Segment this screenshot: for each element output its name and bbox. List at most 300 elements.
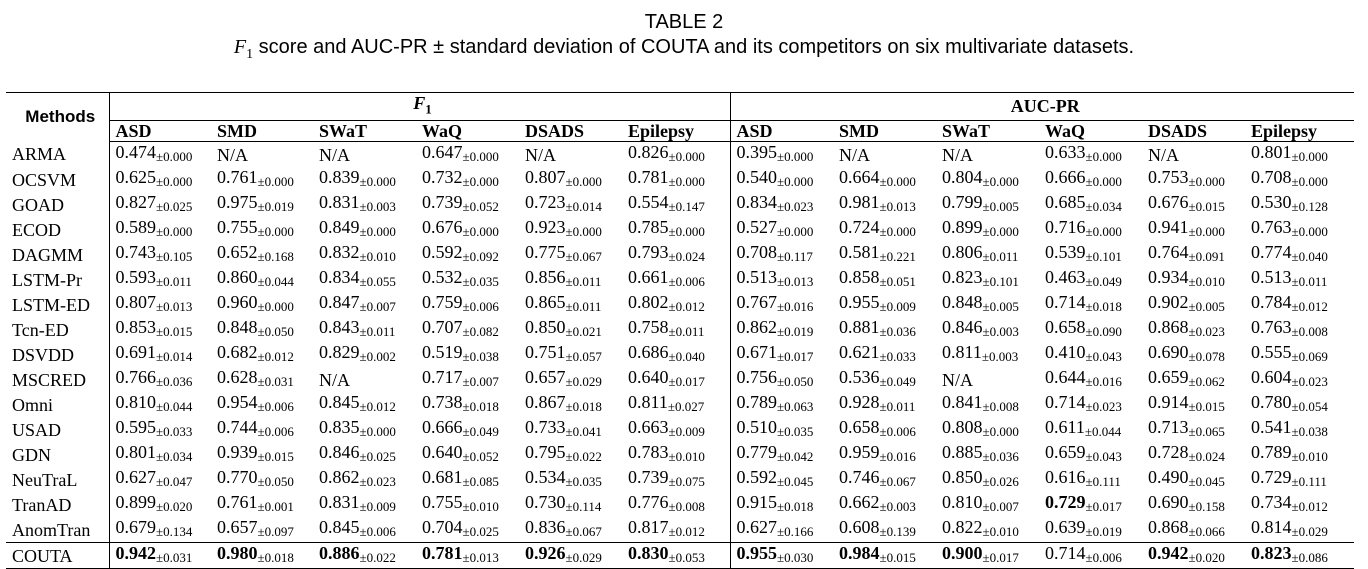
cell-aucpr-swat: [936, 467, 1039, 492]
cell-value: 0.807: [525, 167, 566, 188]
cell-f1-asd: [109, 517, 211, 543]
cell-f1-waq: [416, 242, 519, 267]
cell-aucpr-epilepsy: [1245, 367, 1354, 392]
cell-aucpr-dsads: [1142, 517, 1245, 543]
cell-std: ±0.010: [462, 499, 499, 515]
cell-f1-epilepsy: [622, 192, 730, 217]
cell-std: ±0.101: [982, 274, 1019, 290]
cell-value: 0.679: [115, 517, 156, 538]
cell-f1-smd: [211, 267, 313, 292]
cell-value: 0.827: [115, 192, 156, 213]
cell-aucpr-asd: [730, 467, 833, 492]
cell-f1-swat: [313, 192, 416, 217]
cell-aucpr-asd: [730, 317, 833, 342]
cell-std: ±0.003: [981, 349, 1019, 365]
cell-f1-swat: [313, 492, 416, 517]
cell-aucpr-waq: [1039, 267, 1142, 292]
cell-std: ±0.011: [1291, 274, 1328, 290]
cell-aucpr-asd: [730, 517, 833, 543]
cell-value: 0.941: [1148, 217, 1189, 238]
cell-aucpr-epilepsy: [1245, 242, 1354, 267]
cell-std: ±0.049: [462, 424, 499, 440]
cell-aucpr-swat: [936, 543, 1039, 569]
cell-value: 0.592: [422, 242, 463, 263]
cell-aucpr-dsads: [1142, 417, 1245, 442]
table-row: [6, 192, 1354, 217]
cell-value: 0.881: [839, 317, 880, 338]
cell-std: ±0.158: [1188, 499, 1225, 515]
cell-std: ±0.000: [1291, 149, 1328, 165]
cell-value: 0.682: [217, 342, 258, 363]
cell-std: ±0.008: [668, 499, 705, 515]
cell-std: ±0.012: [668, 299, 705, 315]
cell-std: ±0.038: [462, 349, 499, 365]
cell-value: 0.789: [736, 392, 778, 413]
cell-std: ±0.000: [668, 224, 705, 240]
cell-std: ±0.052: [462, 449, 499, 465]
cell-std: ±0.031: [257, 374, 294, 390]
cell-value: 0.595: [115, 417, 156, 438]
cell-value: 0.808: [942, 417, 983, 438]
cell-aucpr-smd: [833, 217, 936, 242]
cell-std: ±0.168: [257, 249, 294, 265]
cell-std: ±0.012: [257, 349, 294, 365]
cell-std: ±0.000: [668, 174, 705, 190]
cell-value: 0.644: [1045, 367, 1086, 388]
cell-value: 0.779: [736, 442, 778, 463]
cell-value: 0.770: [217, 467, 258, 488]
cell-value: 0.611: [1045, 417, 1085, 438]
cell-value: 0.781: [422, 543, 463, 564]
method-name: DSVDD: [6, 342, 109, 367]
cell-std: ±0.007: [982, 499, 1019, 515]
cell-value: 0.666: [1045, 167, 1086, 188]
cell-value: 0.799: [942, 192, 983, 213]
cell-value: 0.834: [736, 192, 778, 213]
cell-std: ±0.000: [1291, 224, 1328, 240]
cell-std: ±0.033: [156, 424, 193, 440]
cell-std: ±0.066: [1188, 524, 1225, 540]
cell-std: ±0.025: [156, 199, 193, 215]
cell-f1-dsads: [519, 142, 622, 168]
cell-std: ±0.025: [462, 524, 499, 540]
cell-std: ±0.044: [156, 399, 193, 415]
cell-std: ±0.023: [1188, 324, 1225, 340]
cell-f1-epilepsy: [622, 367, 730, 392]
cell-f1-smd: [211, 217, 313, 242]
f1-group-header: $F_1$: [109, 93, 730, 121]
cell-std: ±0.000: [257, 299, 294, 315]
cell-f1-dsads: [519, 292, 622, 317]
cell-aucpr-waq: [1039, 442, 1142, 467]
table-row: [6, 492, 1354, 517]
cell-std: ±0.147: [668, 199, 705, 215]
cell-aucpr-asd: [730, 543, 833, 569]
cell-std: ±0.067: [565, 524, 602, 540]
cell-f1-swat: [313, 417, 416, 442]
cell-std: ±0.006: [462, 299, 499, 315]
cell-f1-epilepsy: [622, 242, 730, 267]
cell-f1-waq: [416, 217, 519, 242]
cell-aucpr-epilepsy: [1245, 267, 1354, 292]
cell-std: ±0.000: [1085, 149, 1122, 165]
cell-std: ±0.006: [668, 274, 705, 290]
cell-value: 0.831: [319, 192, 360, 213]
cell-value: 0.801: [115, 442, 156, 463]
cell-f1-epilepsy: [622, 167, 730, 192]
cell-value: 0.746: [839, 467, 880, 488]
cell-value: 0.862: [736, 317, 778, 338]
cell-std: ±0.062: [1188, 374, 1225, 390]
cell-std: ±0.003: [879, 499, 916, 515]
cell-value: 0.743: [115, 242, 156, 263]
cell-value: 0.928: [839, 392, 880, 413]
cell-f1-swat: [313, 292, 416, 317]
cell-aucpr-waq: [1039, 392, 1142, 417]
cell-f1-epilepsy: [622, 142, 730, 168]
cell-value: 0.868: [1148, 517, 1189, 538]
cell-value: 0.753: [1148, 167, 1189, 188]
cell-value: 0.657: [525, 367, 566, 388]
cell-value: 0.707: [422, 317, 463, 338]
table-row: [6, 217, 1354, 242]
cell-aucpr-swat: [936, 217, 1039, 242]
cell-std: ±0.011: [156, 274, 192, 290]
cell-std: ±0.057: [565, 349, 602, 365]
cell-value: 0.761: [217, 492, 258, 513]
cell-std: ±0.075: [668, 474, 705, 490]
cell-value: 0.704: [422, 517, 463, 538]
cell-f1-waq: [416, 517, 519, 543]
cell-value: N/A: [319, 369, 350, 390]
cell-std: ±0.092: [462, 249, 499, 265]
cell-std: ±0.038: [1291, 424, 1328, 440]
cell-value: 0.717: [422, 367, 463, 388]
cell-std: ±0.002: [359, 349, 396, 365]
cell-std: ±0.013: [156, 299, 193, 315]
dataset-header-aucpr-swat: SWaT: [936, 120, 1039, 142]
cell-value: 0.984: [839, 543, 880, 564]
method-name: OCSVM: [6, 167, 109, 192]
dataset-header-f1-swat: SWaT: [313, 120, 416, 142]
cell-value: 0.739: [628, 467, 669, 488]
cell-aucpr-epilepsy: [1245, 467, 1354, 492]
cell-std: ±0.011: [982, 249, 1019, 265]
method-name: AnomTran: [6, 517, 109, 543]
cell-value: 0.625: [115, 167, 156, 188]
cell-value: 0.810: [942, 492, 983, 513]
cell-std: ±0.000: [359, 174, 396, 190]
cell-value: 0.527: [736, 217, 778, 238]
cell-aucpr-dsads: [1142, 317, 1245, 342]
cell-value: 0.767: [736, 292, 778, 313]
cell-std: ±0.006: [257, 399, 294, 415]
cell-value: 0.755: [217, 217, 258, 238]
cell-std: ±0.011: [668, 324, 705, 340]
cell-value: 0.848: [217, 317, 258, 338]
cell-f1-dsads: [519, 417, 622, 442]
cell-value: 0.714: [1045, 292, 1086, 313]
cell-f1-dsads: [519, 392, 622, 417]
cell-std: ±0.139: [879, 524, 916, 540]
cell-f1-swat: [313, 342, 416, 367]
cell-aucpr-swat: [936, 292, 1039, 317]
dataset-header-aucpr-dsads: DSADS: [1142, 120, 1245, 142]
cell-std: ±0.019: [257, 199, 294, 215]
cell-std: ±0.029: [1291, 524, 1328, 540]
cell-std: ±0.000: [1188, 224, 1225, 240]
cell-aucpr-epilepsy: [1245, 317, 1354, 342]
cell-value: 0.939: [217, 442, 258, 463]
cell-std: ±0.036: [879, 324, 916, 340]
cell-value: 0.463: [1045, 267, 1086, 288]
cell-value: 0.980: [217, 543, 258, 564]
cell-std: ±0.013: [777, 274, 814, 290]
cell-aucpr-smd: [833, 467, 936, 492]
cell-value: 0.647: [422, 142, 463, 163]
cell-std: ±0.018: [777, 499, 814, 515]
cell-std: ±0.111: [1291, 474, 1327, 490]
cell-std: ±0.049: [879, 374, 916, 390]
cell-f1-swat: [313, 142, 416, 168]
cell-std: ±0.003: [359, 199, 396, 215]
cell-aucpr-dsads: [1142, 217, 1245, 242]
cell-f1-smd: [211, 142, 313, 168]
cell-f1-waq: [416, 392, 519, 417]
cell-value: 0.659: [1045, 442, 1086, 463]
cell-value: 0.776: [628, 492, 669, 513]
cell-value: 0.793: [628, 242, 669, 263]
cell-aucpr-dsads: [1142, 442, 1245, 467]
cell-f1-waq: [416, 142, 519, 168]
cell-std: ±0.034: [1085, 199, 1122, 215]
cell-value: 0.926: [525, 543, 566, 564]
cell-value: 0.900: [942, 543, 983, 564]
cell-value: 0.627: [115, 467, 156, 488]
cell-std: ±0.015: [156, 324, 193, 340]
cell-value: 0.868: [1148, 317, 1189, 338]
cell-value: 0.729: [1251, 467, 1292, 488]
cell-value: 0.593: [115, 267, 156, 288]
cell-aucpr-swat: [936, 242, 1039, 267]
cell-f1-asd: [109, 142, 211, 168]
cell-value: 0.658: [839, 417, 880, 438]
cell-value: 0.865: [525, 292, 566, 313]
cell-std: ±0.040: [1291, 249, 1328, 265]
cell-std: ±0.050: [257, 324, 294, 340]
cell-value: 0.856: [525, 267, 566, 288]
cell-std: ±0.000: [156, 174, 193, 190]
cell-aucpr-asd: [730, 217, 833, 242]
cell-std: ±0.000: [777, 174, 814, 190]
cell-std: ±0.011: [565, 274, 602, 290]
cell-std: ±0.009: [668, 424, 705, 440]
cell-std: ±0.000: [156, 149, 193, 165]
cell-std: ±0.105: [156, 249, 193, 265]
cell-value: 0.981: [839, 192, 880, 213]
cell-value: 0.671: [736, 342, 778, 363]
cell-f1-dsads: [519, 342, 622, 367]
cell-value: 0.867: [525, 392, 566, 413]
cell-std: ±0.000: [462, 174, 499, 190]
cell-std: ±0.000: [359, 424, 396, 440]
cell-std: ±0.221: [879, 249, 916, 265]
cell-value: 0.836: [525, 517, 566, 538]
cell-aucpr-smd: [833, 417, 936, 442]
cell-f1-swat: [313, 392, 416, 417]
cell-std: ±0.128: [1291, 199, 1328, 215]
cell-value: 0.960: [217, 292, 258, 313]
method-name: GOAD: [6, 192, 109, 217]
cell-value: 0.490: [1148, 467, 1189, 488]
cell-f1-swat: [313, 167, 416, 192]
cell-value: 0.795: [525, 442, 566, 463]
cell-value: 0.534: [525, 467, 566, 488]
cell-aucpr-swat: [936, 167, 1039, 192]
cell-f1-smd: [211, 342, 313, 367]
cell-aucpr-epilepsy: [1245, 167, 1354, 192]
cell-std: ±0.015: [879, 550, 916, 566]
cell-value: 0.519: [422, 342, 463, 363]
cell-value: 0.846: [942, 317, 983, 338]
cell-value: 0.690: [1148, 492, 1189, 513]
cell-value: N/A: [942, 369, 974, 390]
cell-std: ±0.101: [1085, 249, 1122, 265]
cell-std: ±0.011: [565, 299, 602, 315]
cell-value: 0.685: [1045, 192, 1086, 213]
method-name: MSCRED: [6, 367, 109, 392]
dataset-header-f1-asd: ASD: [109, 120, 211, 142]
cell-aucpr-smd: [833, 242, 936, 267]
cell-value: 0.738: [422, 392, 463, 413]
cell-std: ±0.000: [982, 174, 1019, 190]
cell-aucpr-asd: [730, 492, 833, 517]
cell-value: 0.691: [115, 342, 156, 363]
cell-value: 0.652: [217, 242, 258, 263]
cell-f1-epilepsy: [622, 492, 730, 517]
cell-f1-dsads: [519, 217, 622, 242]
method-name: LSTM-Pr: [6, 267, 109, 292]
cell-f1-dsads: [519, 267, 622, 292]
cell-aucpr-asd: [730, 417, 833, 442]
cell-f1-asd: [109, 492, 211, 517]
cell-std: ±0.036: [982, 449, 1019, 465]
method-name: USAD: [6, 417, 109, 442]
cell-aucpr-epilepsy: [1245, 417, 1354, 442]
cell-f1-waq: [416, 317, 519, 342]
cell-aucpr-smd: [833, 142, 936, 168]
cell-std: ±0.029: [565, 550, 602, 566]
table-row: [6, 392, 1354, 417]
cell-value: 0.775: [525, 242, 566, 263]
cell-value: 0.708: [736, 242, 778, 263]
cell-value: 0.802: [628, 292, 669, 313]
cell-std: ±0.030: [777, 550, 814, 566]
cell-f1-smd: [211, 242, 313, 267]
cell-value: 0.616: [1045, 467, 1086, 488]
cell-std: ±0.017: [777, 349, 814, 365]
cell-std: ±0.005: [982, 199, 1019, 215]
cell-std: ±0.023: [1291, 374, 1328, 390]
cell-std: ±0.166: [777, 524, 814, 540]
cell-value: 0.539: [1045, 242, 1086, 263]
cell-aucpr-waq: [1039, 142, 1142, 168]
cell-value: 0.474: [115, 142, 156, 163]
cell-aucpr-smd: [833, 367, 936, 392]
cell-value: 0.849: [319, 217, 360, 238]
cell-f1-swat: [313, 467, 416, 492]
cell-f1-smd: [211, 292, 313, 317]
cell-aucpr-asd: [730, 242, 833, 267]
cell-f1-asd: [109, 342, 211, 367]
cell-value: 0.627: [736, 517, 778, 538]
cell-value: 0.850: [942, 467, 983, 488]
cell-std: ±0.016: [777, 299, 814, 315]
method-name: ECOD: [6, 217, 109, 242]
cell-std: ±0.006: [359, 524, 396, 540]
cell-f1-smd: [211, 492, 313, 517]
cell-aucpr-dsads: [1142, 142, 1245, 168]
cell-value: 0.955: [839, 292, 880, 313]
cell-value: 0.554: [628, 192, 669, 213]
cell-std: ±0.008: [982, 399, 1019, 415]
cell-f1-dsads: [519, 492, 622, 517]
cell-aucpr-waq: [1039, 317, 1142, 342]
cell-f1-epilepsy: [622, 467, 730, 492]
cell-std: ±0.000: [879, 174, 916, 190]
cell-f1-waq: [416, 342, 519, 367]
cell-value: 0.804: [942, 167, 983, 188]
cell-std: ±0.082: [462, 324, 499, 340]
cell-std: ±0.010: [1188, 274, 1225, 290]
cell-std: ±0.045: [777, 474, 814, 490]
cell-f1-waq: [416, 442, 519, 467]
cell-f1-swat: [313, 242, 416, 267]
cell-value: 0.733: [525, 417, 566, 438]
cell-std: ±0.065: [1188, 424, 1225, 440]
cell-std: ±0.015: [1188, 199, 1225, 215]
cell-value: 0.942: [1148, 543, 1189, 564]
method-name: Omni: [6, 392, 109, 417]
cell-f1-dsads: [519, 167, 622, 192]
cell-aucpr-swat: [936, 442, 1039, 467]
cell-value: 0.975: [217, 192, 258, 213]
cell-std: ±0.040: [668, 349, 705, 365]
cell-value: 0.848: [942, 292, 983, 313]
cell-value: 0.850: [525, 317, 566, 338]
cell-aucpr-asd: [730, 192, 833, 217]
cell-value: 0.690: [1148, 342, 1189, 363]
cell-aucpr-epilepsy: [1245, 142, 1354, 168]
cell-f1-swat: [313, 267, 416, 292]
cell-value: 0.817: [628, 517, 669, 538]
dataset-header-f1-epilepsy: Epilepsy: [622, 120, 730, 142]
cell-aucpr-dsads: [1142, 242, 1245, 267]
cell-f1-waq: [416, 167, 519, 192]
dataset-header-f1-waq: WaQ: [416, 120, 519, 142]
cell-value: 0.662: [839, 492, 880, 513]
cell-std: ±0.000: [777, 149, 814, 165]
cell-f1-waq: [416, 543, 519, 569]
cell-std: ±0.023: [359, 474, 396, 490]
cell-value: 0.886: [319, 543, 360, 564]
cell-std: ±0.011: [879, 399, 916, 415]
cell-std: ±0.012: [359, 399, 396, 415]
cell-f1-dsads: [519, 543, 622, 569]
cell-aucpr-smd: [833, 317, 936, 342]
cell-aucpr-waq: [1039, 543, 1142, 569]
cell-std: ±0.013: [462, 550, 499, 566]
